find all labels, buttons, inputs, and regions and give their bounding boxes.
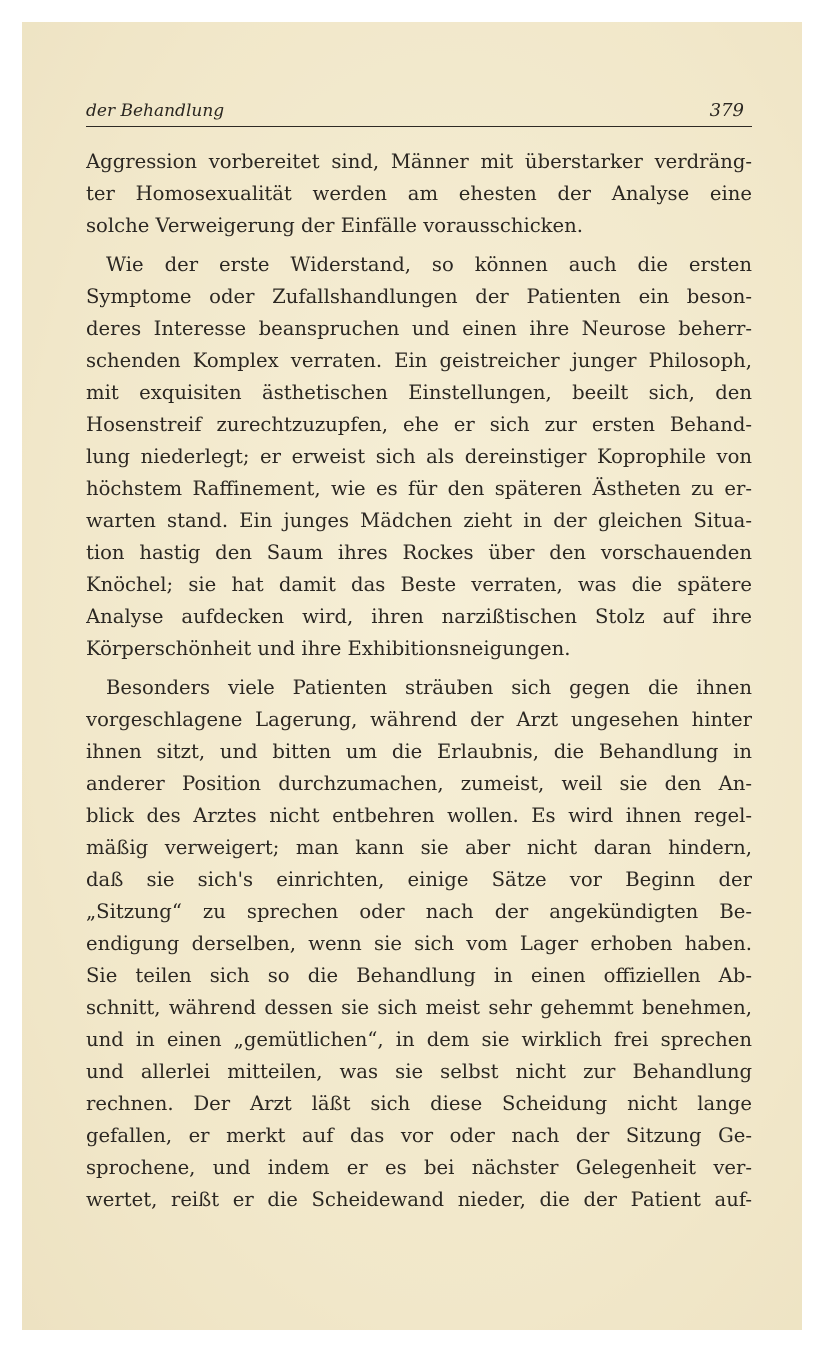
- text-line: ihnen sitzt, und bitten um die Erlaubnis, die Behandlung in: [86, 740, 752, 763]
- paragraph-3: [86, 672, 752, 1216]
- text-line: blick des Arztes nicht entbehren wollen. Es wird ihnen regel-: [86, 804, 752, 827]
- text-line: rechnen. Der Arzt läßt sich diese Scheidung nicht lange: [86, 1092, 752, 1115]
- text-line: mit exquisiten ästhetischen Einstellungen, beeilt sich, den: [86, 381, 752, 404]
- text-line: daß sie sich's einrichten, einige Sätze vor Beginn der: [86, 868, 752, 891]
- text-line: Knöchel; sie hat damit das Beste verraten, was die spätere: [86, 573, 752, 596]
- text-line: Körperschönheit und ihre Exhibitionsneigungen.: [86, 637, 571, 660]
- text-line: mäßig verweigert; man kann sie aber nicht daran hindern,: [86, 836, 752, 859]
- text-line: Besonders viele Patienten sträuben sich gegen die ihnen: [106, 676, 752, 699]
- paragraph-1: [86, 146, 752, 242]
- text-line: und allerlei mitteilen, was sie selbst nicht zur Behandlung: [86, 1060, 752, 1083]
- text-line: Analyse aufdecken wird, ihren narzißtischen Stolz auf ihre: [86, 605, 752, 628]
- book-page: [22, 22, 802, 1330]
- text-line: und in einen „gemütlichen“, in dem sie wirklich frei sprechen: [86, 1028, 752, 1051]
- text-line: vorgeschlagene Lagerung, während der Arzt ungesehen hinter: [86, 708, 752, 731]
- text-line: „Sitzung“ zu sprechen oder nach der angekündigten Be-: [86, 900, 752, 923]
- page-number: 379: [709, 100, 744, 121]
- text-line: solche Verweigerung der Einfälle vorausschicken.: [86, 214, 583, 237]
- text-line: lung niederlegt; er erweist sich als dereinstiger Koprophile von: [86, 445, 752, 468]
- text-line: Aggression vorbereitet sind, Männer mit überstarker verdräng-: [86, 150, 752, 173]
- paragraph-2: [86, 249, 752, 665]
- text-line: schenden Komplex verraten. Ein geistreicher junger Philosoph,: [86, 349, 752, 372]
- text-line: höchstem Raffinement, wie es für den späteren Ästheten zu er-: [86, 477, 752, 500]
- text-line: gefallen, er merkt auf das vor oder nach der Sitzung Ge-: [86, 1124, 752, 1147]
- text-line: sprochene, und indem er es bei nächster Gelegenheit ver-: [86, 1156, 752, 1179]
- text-line: endigung derselben, wenn sie sich vom Lager erhoben haben.: [86, 932, 752, 955]
- text-line: tion hastig den Saum ihres Rockes über den vorschauenden: [86, 541, 752, 564]
- text-line: wertet, reißt er die Scheidewand nieder, die der Patient auf-: [86, 1188, 752, 1211]
- text-line: deres Interesse beanspruchen und einen ihre Neurose beherr-: [86, 317, 752, 340]
- text-line: ter Homosexualität werden am ehesten der Analyse eine: [86, 182, 752, 205]
- text-line: warten stand. Ein junges Mädchen zieht in der gleichen Situa-: [86, 509, 752, 532]
- text-line: Symptome oder Zufallshandlungen der Patienten ein beson-: [86, 285, 752, 308]
- body-text: [86, 146, 752, 1216]
- text-line: Sie teilen sich so die Behandlung in einen offiziellen Ab-: [86, 964, 752, 987]
- running-head: der Behandlung: [86, 101, 225, 121]
- text-line: Hosenstreif zurechtzuzupfen, ehe er sich zur ersten Behand-: [86, 413, 752, 436]
- page-header: [86, 94, 752, 127]
- text-line: schnitt, während dessen sie sich meist sehr gehemmt benehmen,: [86, 996, 752, 1019]
- text-line: anderer Position durchzumachen, zumeist, weil sie den An-: [86, 772, 752, 795]
- text-line: Wie der erste Widerstand, so können auch die ersten: [106, 253, 752, 276]
